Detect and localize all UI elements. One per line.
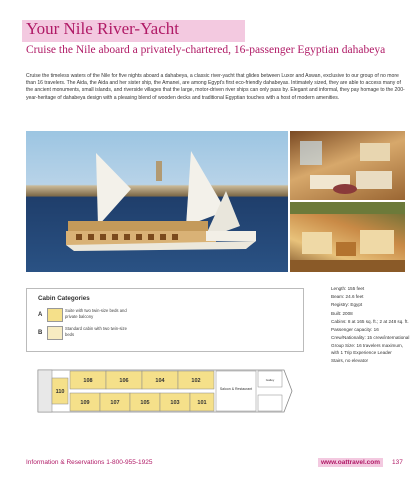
cabin-106: 106 <box>119 378 129 384</box>
category-a-letter: A <box>38 312 43 318</box>
spec-stairs: Stairs, no elevator <box>331 357 369 363</box>
cabin-108: 108 <box>83 378 93 384</box>
spec-length: Length: 155 feet <box>331 286 365 291</box>
cabin-103: 103 <box>170 400 180 406</box>
spec-built: Built: 2008 <box>331 310 353 316</box>
cabin-101: 101 <box>197 400 207 406</box>
page-title: Your Nile River-Yacht <box>26 19 179 38</box>
cabin-102: 102 <box>191 378 201 384</box>
dahabeya-photo <box>26 131 288 272</box>
category-b-letter: B <box>38 330 43 336</box>
cabin-107: 107 <box>110 400 120 406</box>
page-subtitle: Cruise the Nile aboard a privately-chartered, 16-passenger Egyptian dahabeya <box>26 44 386 56</box>
category-a-swatch <box>47 308 63 322</box>
reservations-phone: Information & Reservations 1-800-955-1925 <box>26 459 153 466</box>
intro-paragraph: Cruise the timeless waters of the Nile for five nights aboard a dahabeya, a classic river-yacht that glides between Luxor and Aswan, exclusive to our group of no more than 16 travelers. The Aida, the Aida and her sister ship, the Amanei, are among Egypt's first eco-friendly dahabeyas. Intimately sized, they are able to access many of the ancient monuments, small islands, and riverside villages that the large, motor-driven river ships can only pass by. Elegant and informal, they pay homage to the 200-year-heritage of dahabeya design with a pleasing blend of wooden decks and traditional Egyptian touches with a host of modern amenities. <box>26 73 405 101</box>
spec-crew: Crew/Nationality: 15 crew/international <box>331 335 410 341</box>
spec-capacity: Passenger capacity: 16 <box>331 327 379 333</box>
cabin-interior-photo <box>290 131 405 200</box>
page-number: 137 <box>392 459 403 466</box>
saloon-label: Saloon & Restaurant <box>219 387 253 391</box>
cabin-105: 105 <box>140 400 150 406</box>
website-link[interactable]: www.oattravel.com <box>318 458 383 467</box>
category-b-description: Standard cabin with two twin-size beds <box>65 326 127 337</box>
lounge-deck-photo <box>290 202 405 272</box>
deck-plan <box>26 366 296 416</box>
legend-title: Cabin Categories <box>38 295 90 302</box>
galley-label: Galley <box>265 378 275 382</box>
cabin-109: 109 <box>80 400 90 406</box>
category-b-swatch <box>47 326 63 340</box>
yacht-specs <box>331 286 411 366</box>
cabin-110: 110 <box>55 389 65 395</box>
cabin-104: 104 <box>155 378 165 384</box>
category-a-description: Suite with two twin-size beds and private balcony <box>65 308 127 319</box>
spec-beam: Beam: 24.6 feet <box>331 294 364 300</box>
spec-group-size: Group Size: 16 travelers maximum, with 1 Trip Experience Leader <box>331 343 403 355</box>
spec-registry: Registry: Egypt <box>331 302 363 308</box>
spec-cabins: Cabins: 8 at 165 sq. ft.; 2 at 248 sq. ft. <box>331 318 409 324</box>
